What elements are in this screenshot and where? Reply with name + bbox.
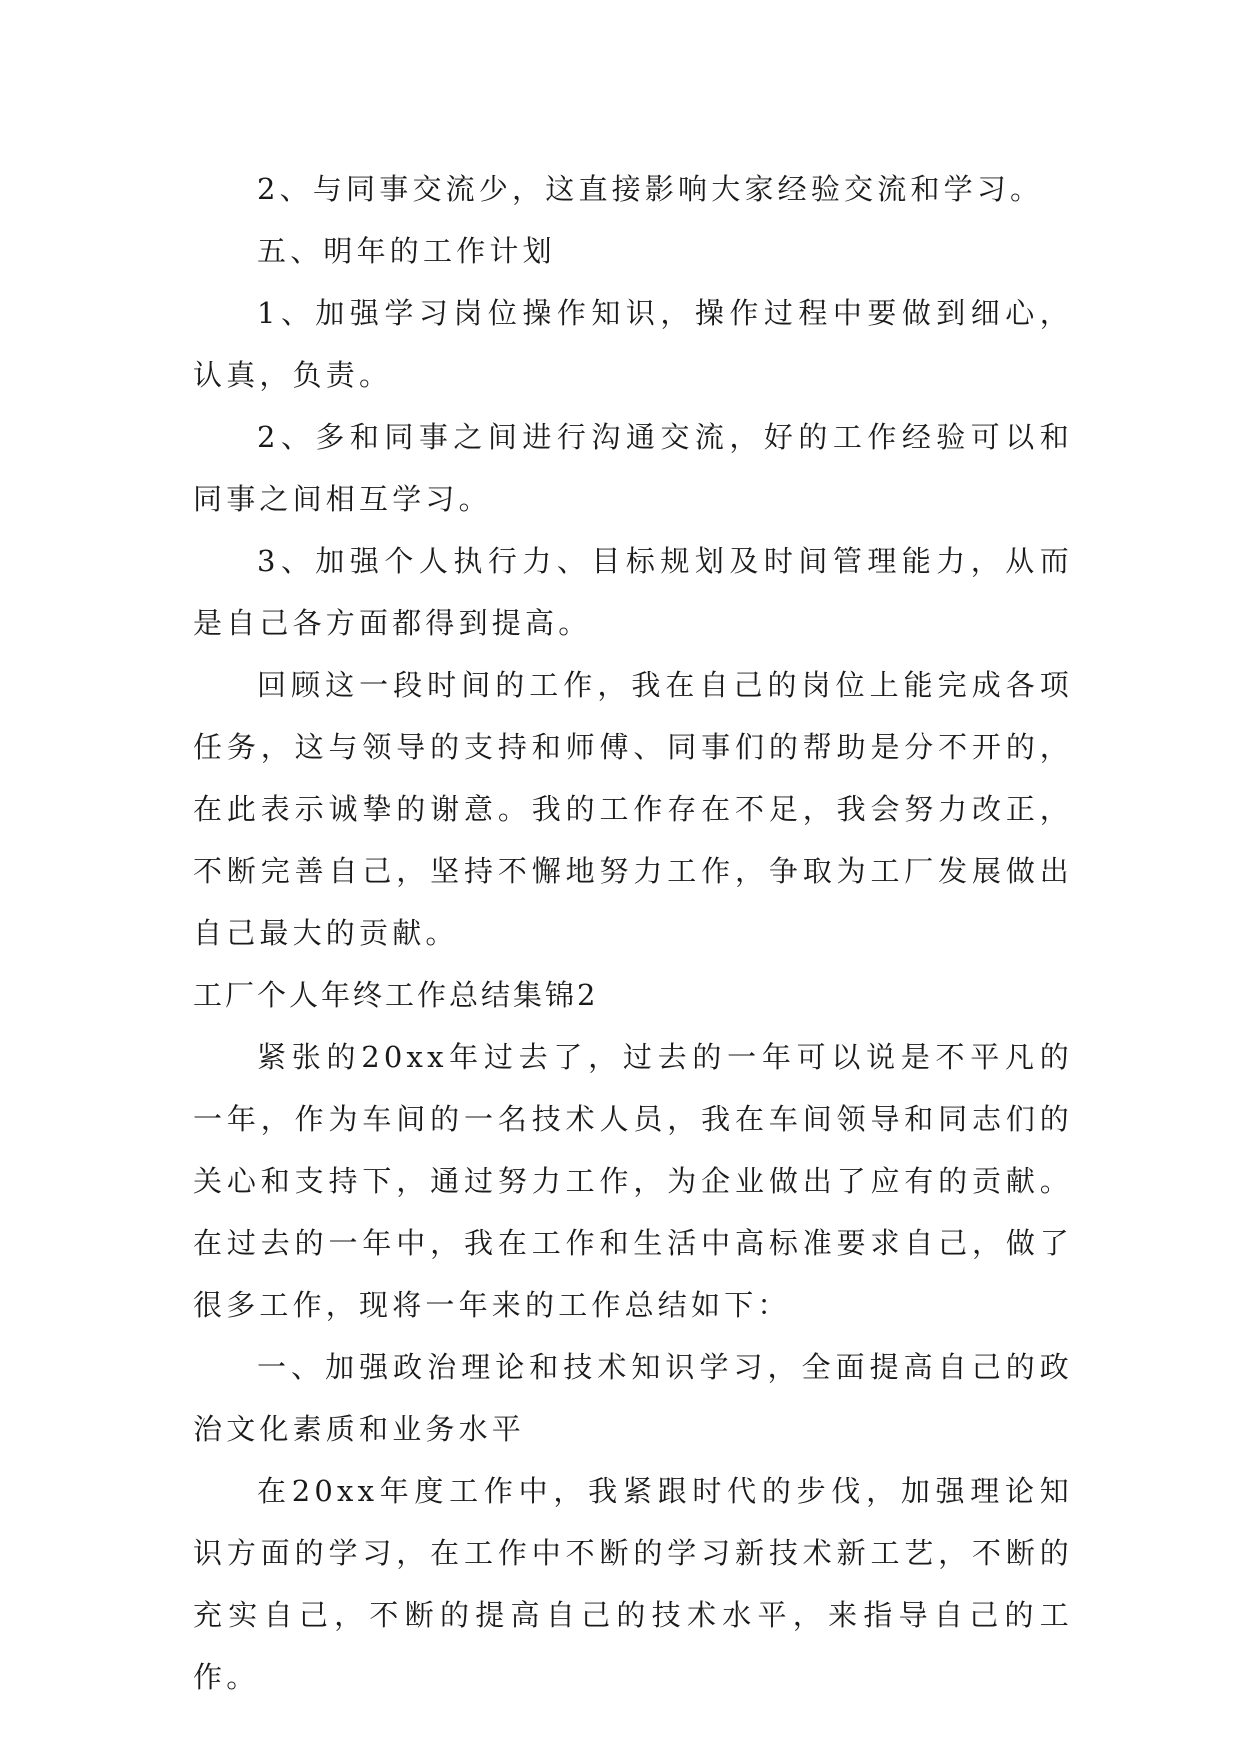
paragraph-plan-2: 2、多和同事之间进行沟通交流，好的工作经验可以和同事之间相互学习。 bbox=[193, 420, 1073, 516]
paragraph-plan-1: 1、加强学习岗位操作知识，操作过程中要做到细心，认真，负责。 bbox=[193, 296, 1073, 392]
document-body bbox=[193, 158, 1073, 1708]
paragraph-study: 在20xx年度工作中，我紧跟时代的步伐，加强理论知识方面的学习，在工作中不断的学习新技术新工艺，不断的充实自己，不断的提高自己的技术水平，来指导自己的工作。 bbox=[193, 1474, 1073, 1694]
section-heading-next-year-plan: 五、明年的工作计划 bbox=[257, 234, 556, 268]
document-subtitle: 工厂个人年终工作总结集锦2 bbox=[193, 978, 599, 1012]
paragraph-intro: 紧张的20xx年过去了，过去的一年可以说是不平凡的一年，作为车间的一名技术人员，我在车间领导和同志们的关心和支持下，通过努力工作，为企业做出了应有的贡献。在过去的一年中，我在工作和生活中高标准要求自己，做了很多工作，现将一年来的工作总结如下： bbox=[193, 1040, 1073, 1322]
paragraph-plan-3: 3、加强个人执行力、目标规划及时间管理能力，从而是自己各方面都得到提高。 bbox=[193, 544, 1073, 640]
paragraph-issue-2: 2、与同事交流少，这直接影响大家经验交流和学习。 bbox=[257, 172, 1044, 206]
section-heading-study: 一、加强政治理论和技术知识学习，全面提高自己的政治文化素质和业务水平 bbox=[193, 1350, 1073, 1446]
paragraph-review: 回顾这一段时间的工作，我在自己的岗位上能完成各项任务，这与领导的支持和师傅、同事们的帮助是分不开的，在此表示诚挚的谢意。我的工作存在不足，我会努力改正，不断完善自己，坚持不懈地努力工作，争取为工厂发展做出自己最大的贡献。 bbox=[193, 668, 1073, 950]
